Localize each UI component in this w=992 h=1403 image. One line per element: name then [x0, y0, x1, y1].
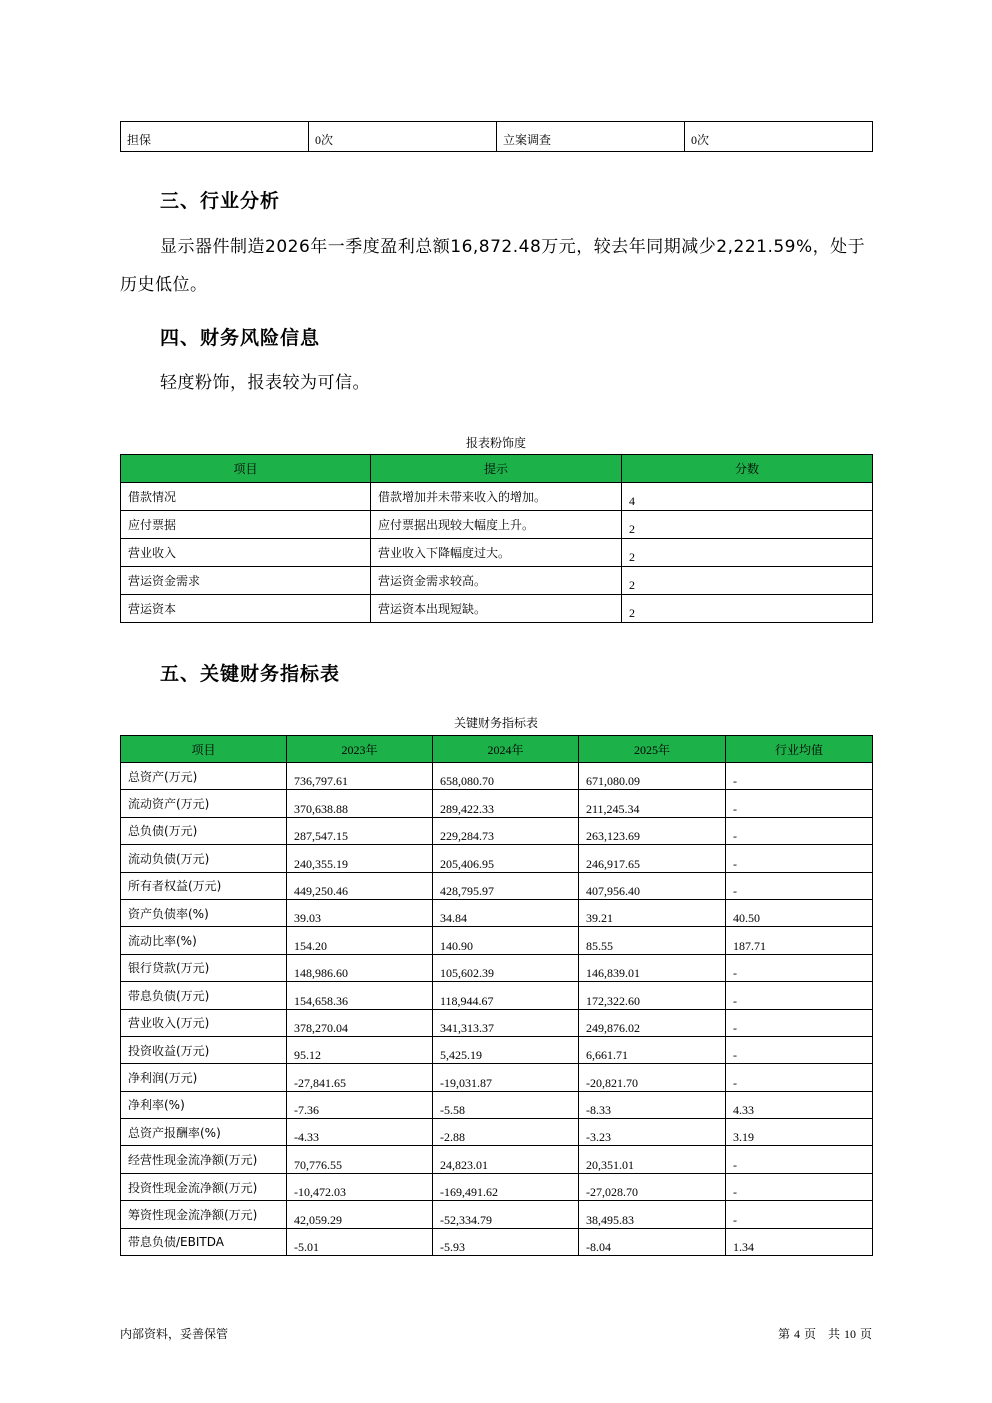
- table-cell: 736,797.61: [287, 763, 433, 790]
- table-row: [121, 483, 873, 511]
- table-cell: 20,351.01: [579, 1146, 726, 1173]
- row-label-cell: 营业收入(万元): [121, 1009, 287, 1036]
- table-cell: -: [726, 1201, 873, 1228]
- table-cell: -10,472.03: [287, 1173, 433, 1200]
- table-cell: 2: [622, 567, 873, 595]
- table-cell: 205,406.95: [433, 845, 579, 872]
- table-cell: 154.20: [287, 927, 433, 954]
- table-cell: -2.88: [433, 1119, 579, 1146]
- table-row: [121, 1009, 873, 1036]
- table-cell: 370,638.88: [287, 790, 433, 817]
- financial-risk-paragraph: 轻度粉饰，报表较为可信。: [160, 373, 370, 393]
- row-label-cell: 带息负债/EBITDA: [121, 1228, 287, 1255]
- row-label-cell: 所有者权益(万元): [121, 872, 287, 899]
- row-label-cell: 总资产报酬率(%): [121, 1119, 287, 1146]
- table-cell: 2: [622, 539, 873, 567]
- table-row: [121, 982, 873, 1009]
- table-cell: -27,028.70: [579, 1173, 726, 1200]
- table-cell: 85.55: [579, 927, 726, 954]
- table-cell: 118,944.67: [433, 982, 579, 1009]
- table-cell: 263,123.69: [579, 817, 726, 844]
- column-header: 2025年: [579, 736, 726, 763]
- section-title-industry-analysis: 三、行业分析: [160, 190, 281, 212]
- table-cell: -: [726, 1009, 873, 1036]
- section-title-financial-risk: 四、财务风险信息: [160, 327, 321, 349]
- table-cell: 38,495.83: [579, 1201, 726, 1228]
- section-title-key-indicators: 五、关键财务指标表: [160, 663, 341, 685]
- table-cell: -: [726, 1146, 873, 1173]
- kpi-table-caption: 关键财务指标表: [453, 716, 538, 730]
- table-cell: 671,080.09: [579, 763, 726, 790]
- footer-page-number: 第 4 页 共 10 页: [777, 1327, 872, 1341]
- table-cell: -20,821.70: [579, 1064, 726, 1091]
- table-cell: 246,917.65: [579, 845, 726, 872]
- table-cell: 229,284.73: [433, 817, 579, 844]
- table-cell: 1.34: [726, 1228, 873, 1255]
- table-cell: 449,250.46: [287, 872, 433, 899]
- table-cell: -7.36: [287, 1091, 433, 1118]
- table-cell: 240,355.19: [287, 845, 433, 872]
- risk-summary-row-table: [120, 121, 873, 152]
- table-cell: 95.12: [287, 1036, 433, 1063]
- row-label-cell: 经营性现金流净额(万元): [121, 1146, 287, 1173]
- row-label-cell: 总负债(万元): [121, 817, 287, 844]
- table-row: [121, 763, 873, 790]
- row-label-cell: 营运资金需求: [121, 567, 371, 595]
- table-cell: 24,823.01: [433, 1146, 579, 1173]
- risk-table: [120, 454, 873, 623]
- row-label-cell: 流动资产(万元): [121, 790, 287, 817]
- table-cell: 2: [622, 511, 873, 539]
- row-label-cell: 流动负债(万元): [121, 845, 287, 872]
- table-cell: 应付票据出现较大幅度上升。: [371, 511, 622, 539]
- table-cell: -169,491.62: [433, 1173, 579, 1200]
- table-cell: 39.03: [287, 899, 433, 926]
- total-pages: 10: [843, 1327, 856, 1341]
- row-label-cell: 筹资性现金流净额(万元): [121, 1201, 287, 1228]
- table-cell: 6,661.71: [579, 1036, 726, 1063]
- row-label-cell: 资产负债率(%): [121, 899, 287, 926]
- column-header: 项目: [121, 736, 287, 763]
- table-cell: 341,313.37: [433, 1009, 579, 1036]
- investigation-value: 0次: [685, 122, 873, 152]
- guarantee-value: 0次: [309, 122, 497, 152]
- table-cell: -: [726, 954, 873, 981]
- table-row: [121, 1228, 873, 1255]
- table-cell: -: [726, 1064, 873, 1091]
- table-row: [121, 790, 873, 817]
- table-cell: -: [726, 817, 873, 844]
- table-cell: -8.04: [579, 1228, 726, 1255]
- column-header: 2024年: [433, 736, 579, 763]
- table-row: [121, 1091, 873, 1118]
- table-cell: 营运资金需求较高。: [371, 567, 622, 595]
- table-cell: -27,841.65: [287, 1064, 433, 1091]
- investigation-label: 立案调查: [497, 122, 685, 152]
- table-cell: 187.71: [726, 927, 873, 954]
- kpi-table: [120, 735, 873, 1256]
- column-header: 项目: [121, 455, 371, 483]
- table-row: [121, 954, 873, 981]
- table-row: [121, 567, 873, 595]
- table-cell: -5.93: [433, 1228, 579, 1255]
- table-cell: -5.58: [433, 1091, 579, 1118]
- table-cell: -: [726, 845, 873, 872]
- row-label-cell: 营业收入: [121, 539, 371, 567]
- table-row: [121, 1201, 873, 1228]
- row-label-cell: 银行贷款(万元): [121, 954, 287, 981]
- column-header: 提示: [371, 455, 622, 483]
- table-cell: 428,795.97: [433, 872, 579, 899]
- column-header: 行业均值: [726, 736, 873, 763]
- table-cell: 2: [622, 595, 873, 623]
- column-header: 2023年: [287, 736, 433, 763]
- table-cell: -: [726, 763, 873, 790]
- risk-table-caption: 报表粉饰度: [465, 436, 526, 450]
- table-cell: 5,425.19: [433, 1036, 579, 1063]
- table-cell: -19,031.87: [433, 1064, 579, 1091]
- table-cell: 70,776.55: [287, 1146, 433, 1173]
- table-cell: -8.33: [579, 1091, 726, 1118]
- table-cell: 营业收入下降幅度过大。: [371, 539, 622, 567]
- table-cell: 营运资本出现短缺。: [371, 595, 622, 623]
- table-cell: 148,986.60: [287, 954, 433, 981]
- table-row: [121, 927, 873, 954]
- table-cell: 407,956.40: [579, 872, 726, 899]
- table-cell: 42,059.29: [287, 1201, 433, 1228]
- table-row: [121, 1119, 873, 1146]
- table-cell: 172,322.60: [579, 982, 726, 1009]
- table-row: [121, 1036, 873, 1063]
- row-label-cell: 总资产(万元): [121, 763, 287, 790]
- table-cell: 146,839.01: [579, 954, 726, 981]
- table-row: [121, 845, 873, 872]
- table-cell: 154,658.36: [287, 982, 433, 1009]
- table-cell: 40.50: [726, 899, 873, 926]
- industry-analysis-paragraph: 显示器件制造2026年一季度盈利总额16,872.48万元，较去年同期减少2,221.59%，处于历史低位。: [120, 237, 866, 295]
- table-cell: -4.33: [287, 1119, 433, 1146]
- table-row: [121, 1173, 873, 1200]
- table-cell: 211,245.34: [579, 790, 726, 817]
- row-label-cell: 投资性现金流净额(万元): [121, 1173, 287, 1200]
- table-row: [121, 1146, 873, 1173]
- table-row: [121, 1064, 873, 1091]
- table-row: [121, 872, 873, 899]
- table-cell: 3.19: [726, 1119, 873, 1146]
- table-cell: -3.23: [579, 1119, 726, 1146]
- row-label-cell: 投资收益(万元): [121, 1036, 287, 1063]
- table-cell: 105,602.39: [433, 954, 579, 981]
- table-cell: 4: [622, 483, 873, 511]
- row-label-cell: 带息负债(万元): [121, 982, 287, 1009]
- footer-confidential-note: 内部资料，妥善保管: [120, 1327, 229, 1341]
- row-label-cell: 应付票据: [121, 511, 371, 539]
- row-label-cell: 借款情况: [121, 483, 371, 511]
- table-cell: 39.21: [579, 899, 726, 926]
- table-cell: 借款增加并未带来收入的增加。: [371, 483, 622, 511]
- table-cell: 287,547.15: [287, 817, 433, 844]
- column-header: 分数: [622, 455, 873, 483]
- table-cell: -: [726, 872, 873, 899]
- row-label-cell: 净利润(万元): [121, 1064, 287, 1091]
- table-cell: -5.01: [287, 1228, 433, 1255]
- table-row: [121, 511, 873, 539]
- table-cell: 658,080.70: [433, 763, 579, 790]
- row-label-cell: 净利率(%): [121, 1091, 287, 1118]
- table-cell: 4.33: [726, 1091, 873, 1118]
- table-header-row: [121, 455, 873, 483]
- table-cell: 289,422.33: [433, 790, 579, 817]
- current-page: 4: [793, 1327, 800, 1341]
- table-header-row: [121, 736, 873, 763]
- table-row: [121, 817, 873, 844]
- table-cell: 34.84: [433, 899, 579, 926]
- table-cell: -: [726, 790, 873, 817]
- table-row: [121, 899, 873, 926]
- table-cell: -52,334.79: [433, 1201, 579, 1228]
- table-row: [121, 595, 873, 623]
- table-row: [121, 122, 873, 152]
- table-row: [121, 539, 873, 567]
- table-cell: 378,270.04: [287, 1009, 433, 1036]
- row-label-cell: 流动比率(%): [121, 927, 287, 954]
- table-cell: -: [726, 982, 873, 1009]
- table-cell: -: [726, 1036, 873, 1063]
- table-cell: -: [726, 1173, 873, 1200]
- guarantee-label: 担保: [121, 122, 309, 152]
- table-cell: 140.90: [433, 927, 579, 954]
- row-label-cell: 营运资本: [121, 595, 371, 623]
- table-cell: 249,876.02: [579, 1009, 726, 1036]
